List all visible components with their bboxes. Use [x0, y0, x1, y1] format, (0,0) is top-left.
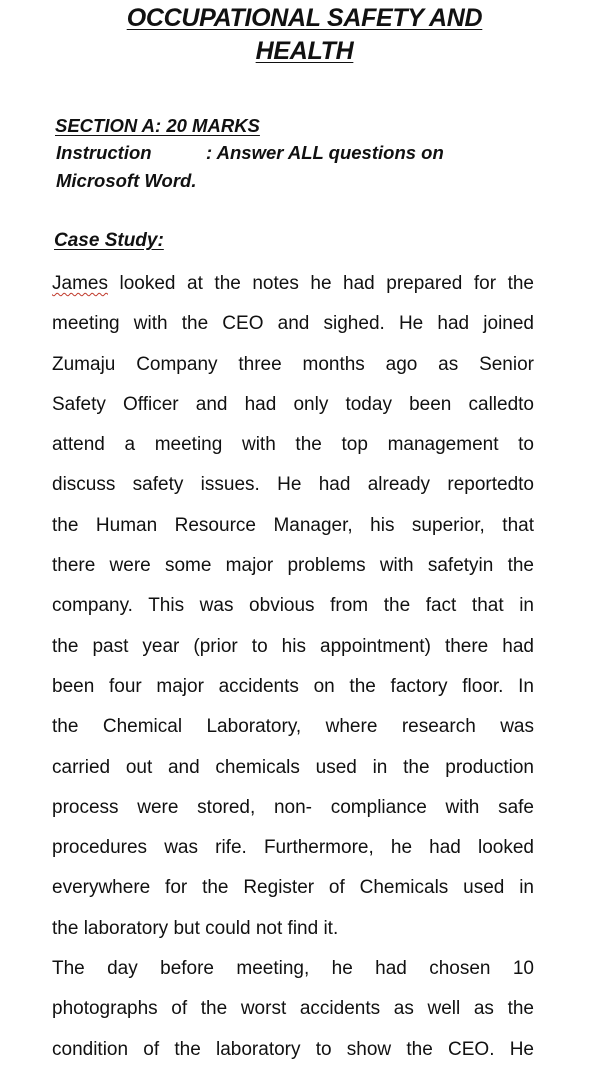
document-title-line-2: HEALTH [255, 37, 354, 65]
case-line: meeting with the CEO and sighed. He had joined [52, 313, 534, 335]
instruction-text: : Answer ALL questions on [206, 142, 444, 163]
case-study-heading: Case Study: [54, 230, 164, 251]
case-line: there were some major problems with safetyin the [52, 555, 534, 577]
section-heading: SECTION A: 20 MARKS [55, 115, 260, 136]
case-line: attend a meeting with the top management to [52, 434, 534, 456]
case-line: The day before meeting, he had chosen 10 [52, 958, 534, 980]
case-line-text: looked at the notes he had prepared for the [107, 273, 534, 294]
case-line: the Human Resource Manager, his superior, that [52, 514, 534, 536]
case-line: Zumaju Company three months ago as Senior [52, 353, 534, 375]
case-line: the Chemical Laboratory, where research was [52, 716, 534, 738]
case-line: Safety Officer and had only today been calledto [52, 393, 534, 415]
case-line: condition of the laboratory to show the CEO. He [52, 1038, 534, 1060]
case-study-body [52, 264, 534, 1070]
spellcheck-flagged-word: James [52, 273, 108, 294]
document-title-line-1: OCCUPATIONAL SAFETY AND [126, 4, 483, 32]
case-line: company. This was obvious from the fact that in [52, 595, 534, 617]
case-line: the laboratory but could not find it. [52, 917, 339, 939]
instruction-line-1 [56, 139, 444, 167]
case-line: everywhere for the Register of Chemicals used in [52, 877, 534, 899]
case-line: photographs of the worst accidents as well as the [52, 998, 534, 1020]
case-line: process were stored, non- compliance with safe [52, 796, 534, 818]
case-line: procedures was rife. Furthermore, he had looked [52, 837, 534, 859]
case-line [52, 264, 534, 304]
instruction-line-2: Microsoft Word. [56, 170, 197, 191]
case-line: the past year (prior to his appointment) there had [52, 635, 534, 657]
case-line: carried out and chemicals used in the production [52, 756, 534, 778]
instruction-label: Instruction [56, 142, 152, 163]
case-line: been four major accidents on the factory floor. In [52, 675, 534, 697]
case-line: discuss safety issues. He had already reportedto [52, 474, 534, 496]
